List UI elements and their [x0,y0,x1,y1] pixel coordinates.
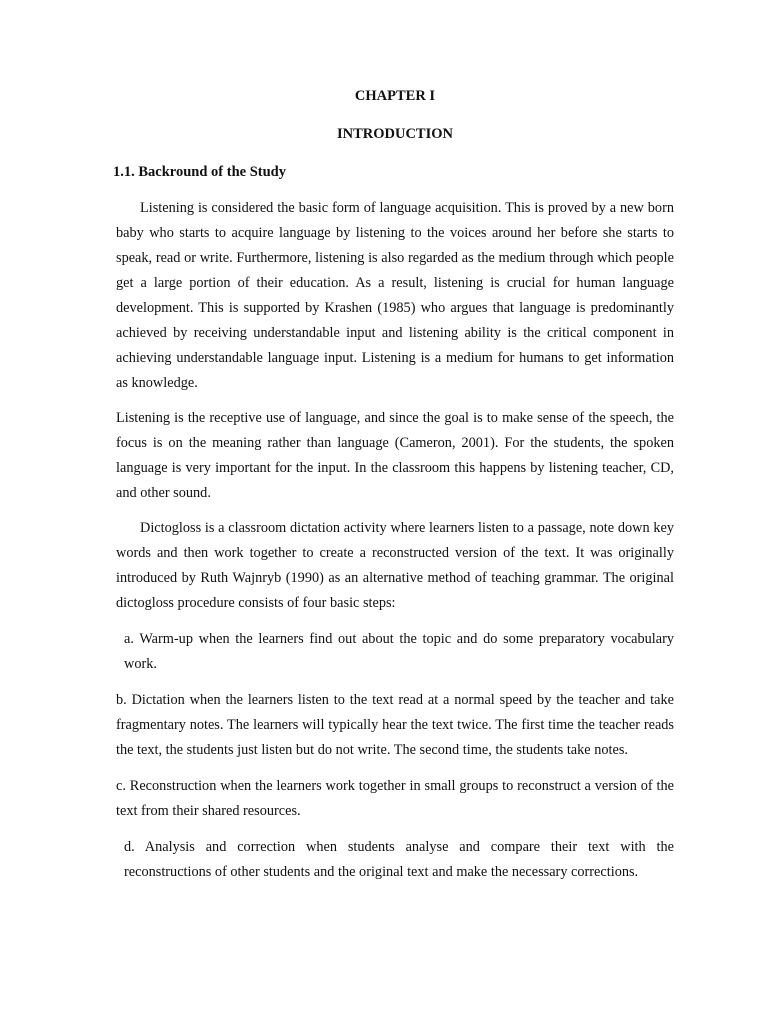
paragraph-dictogloss: Dictogloss is a classroom dictation activity where learners listen to a passage, note down key words and then work together to create a reconstructed version of the text. It was originally introduced by Ruth Wajnryb (1990) as an alternative method of teaching grammar. The original dictogloss procedure consists of four basic steps: [116,520,674,611]
step-warm-up: a. Warm-up when the learners find out about the topic and do some preparatory vocabulary work. [124,631,674,672]
step-reconstruction: c. Reconstruction when the learners work together in small groups to reconstruct a version of the text from their shared resources. [116,778,674,819]
paragraph-receptive-listening: Listening is the receptive use of language, and since the goal is to make sense of the speech, the focus is on the meaning rather than language (Cameron, 2001). For the students, the spoken language is very important for the input. In the classroom this happens by listening teacher, CD, and other sound. [116,410,674,501]
step-analysis-correction: d. Analysis and correction when students analyse and compare their text with the reconstructions of other students and the original text and make the necessary corrections. [124,839,674,880]
section-heading: 1.1. Backround of the Study [113,164,286,180]
paragraph-listening-acquisition: Listening is considered the basic form of language acquisition. This is proved by a new born baby who starts to acquire language by listening to the voices around her before she starts to speak, read or write. Furthermore, listening is also regarded as the medium through which people get a large portion of their education. As a result, listening is crucial for human language development. This is supported by Krashen (1985) who argues that language is predominantly achieved by receiving understandable input and listening ability is the critical component in achieving understandable language input. Listening is a medium for humans to get information as knowledge. [116,200,674,391]
step-dictation: b. Dictation when the learners listen to the text read at a normal speed by the teacher and take fragmentary notes. The learners will typically hear the text twice. The first time the teacher reads the text, the students just listen but do not write. The second time, the students take notes. [116,692,674,758]
page-content [113,84,674,885]
chapter-title: INTRODUCTION [336,126,453,142]
chapter-heading: CHAPTER I [354,88,436,104]
